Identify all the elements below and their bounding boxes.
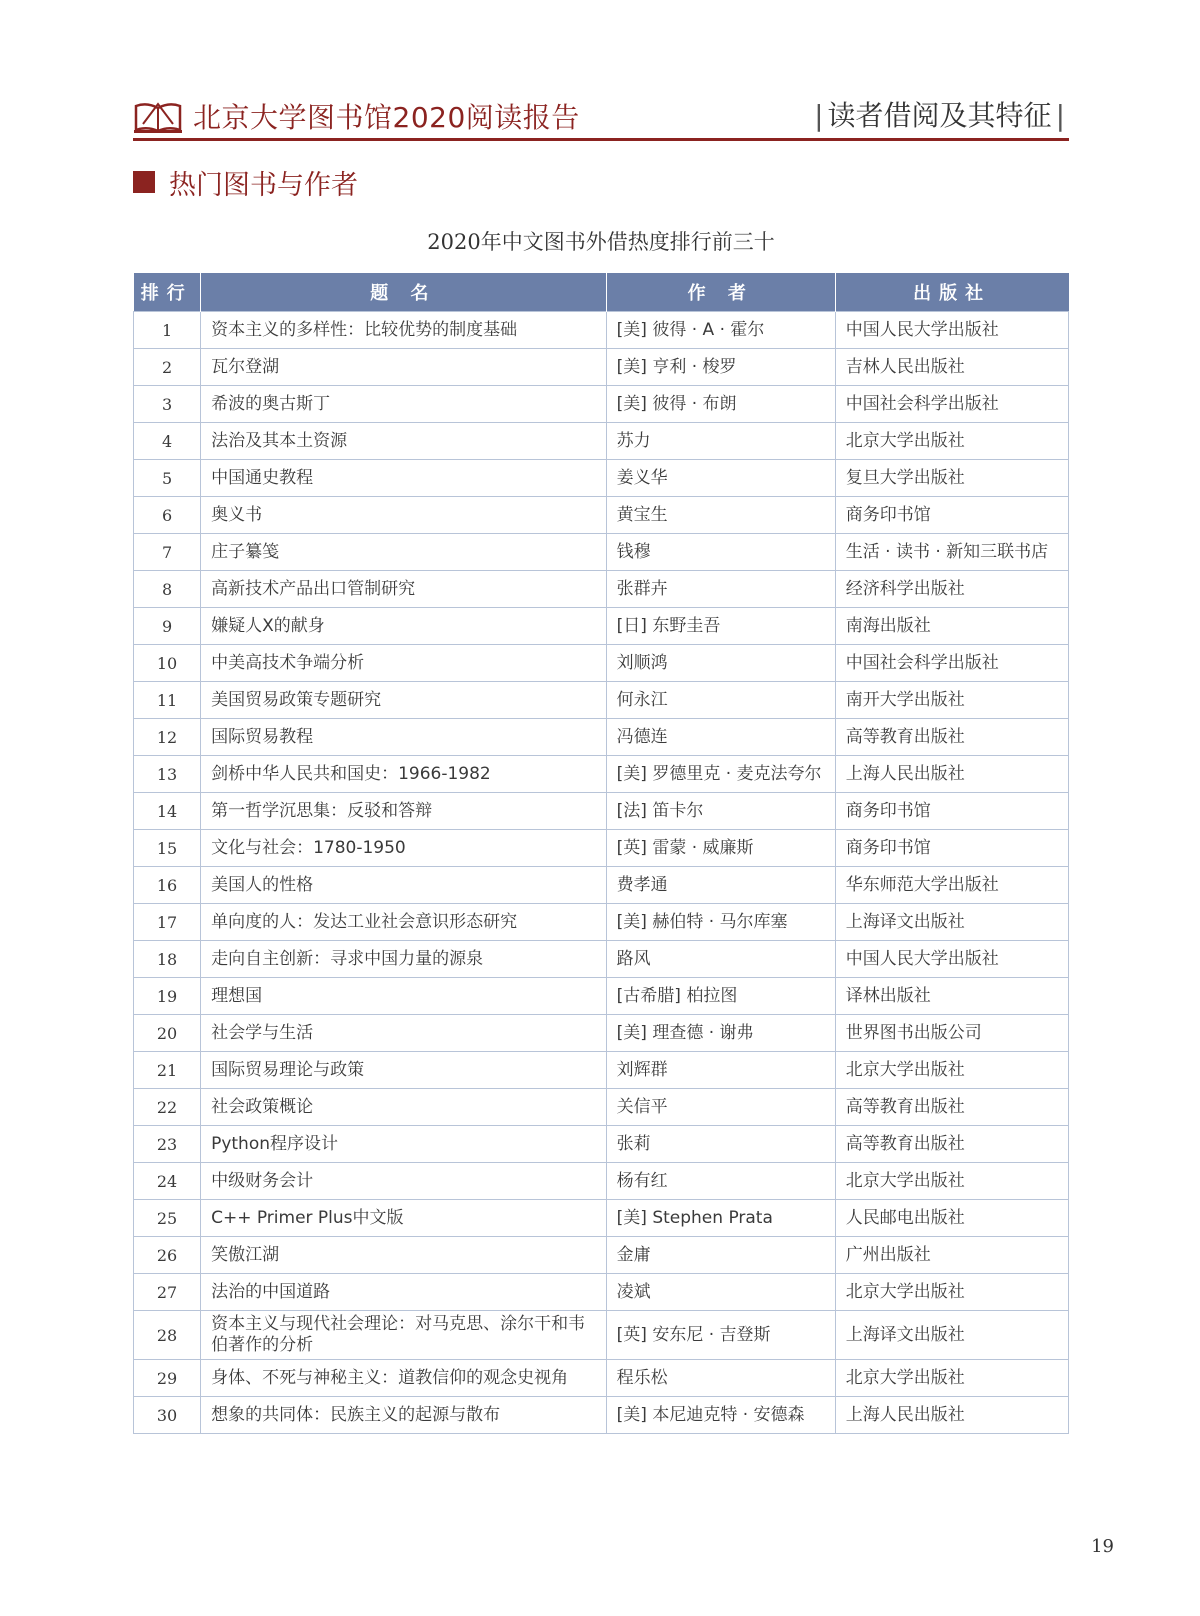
- title-cell: 瓦尔登湖: [201, 349, 607, 386]
- title-cell: C++ Primer Plus中文版: [201, 1200, 607, 1237]
- title-cell: 社会学与生活: [201, 1015, 607, 1052]
- rank-cell: 15: [134, 830, 201, 867]
- publisher-cell: 华东师范大学出版社: [835, 867, 1068, 904]
- publisher-cell: 生活 · 读书 · 新知三联书店: [835, 534, 1068, 571]
- rank-cell: 11: [134, 682, 201, 719]
- table-row: [134, 1163, 1069, 1200]
- rank-cell: 3: [134, 386, 201, 423]
- publisher-cell: 北京大学出版社: [835, 423, 1068, 460]
- title-cell: 资本主义与现代社会理论：对马克思、涂尔干和韦伯著作的分析: [201, 1311, 607, 1360]
- publisher-cell: 中国人民大学出版社: [835, 941, 1068, 978]
- author-cell: [古希腊] 柏拉图: [606, 978, 835, 1015]
- author-cell: 何永江: [606, 682, 835, 719]
- title-cell: 剑桥中华人民共和国史：1966-1982: [201, 756, 607, 793]
- table-row: [134, 1089, 1069, 1126]
- publisher-cell: 复旦大学出版社: [835, 460, 1068, 497]
- publisher-cell: 商务印书馆: [835, 793, 1068, 830]
- header-rule: [133, 138, 1069, 141]
- title-cell: 美国人的性格: [201, 867, 607, 904]
- table-row: [134, 867, 1069, 904]
- table-row: [134, 423, 1069, 460]
- author-cell: 苏力: [606, 423, 835, 460]
- rank-cell: 30: [134, 1397, 201, 1434]
- publisher-cell: 经济科学出版社: [835, 571, 1068, 608]
- title-cell: 高新技术产品出口管制研究: [201, 571, 607, 608]
- title-cell: 社会政策概论: [201, 1089, 607, 1126]
- rank-cell: 16: [134, 867, 201, 904]
- title-cell: 国际贸易理论与政策: [201, 1052, 607, 1089]
- title-cell: 嫌疑人X的献身: [201, 608, 607, 645]
- rank-cell: 24: [134, 1163, 201, 1200]
- title-cell: 奥义书: [201, 497, 607, 534]
- author-cell: 黄宝生: [606, 497, 835, 534]
- title-cell: 笑傲江湖: [201, 1237, 607, 1274]
- rank-cell: 9: [134, 608, 201, 645]
- title-cell: 资本主义的多样性：比较优势的制度基础: [201, 312, 607, 349]
- author-cell: 金庸: [606, 1237, 835, 1274]
- table-row: [134, 386, 1069, 423]
- author-cell: 杨有红: [606, 1163, 835, 1200]
- library-book-logo-icon: [133, 96, 183, 134]
- publisher-cell: 中国社会科学出版社: [835, 386, 1068, 423]
- title-cell: 希波的奥古斯丁: [201, 386, 607, 423]
- title-cell: 走向自主创新：寻求中国力量的源泉: [201, 941, 607, 978]
- title-cell: 身体、不死与神秘主义：道教信仰的观念史视角: [201, 1360, 607, 1397]
- publisher-cell: 译林出版社: [835, 978, 1068, 1015]
- author-cell: 姜义华: [606, 460, 835, 497]
- author-cell: [美] 彼得 · A · 霍尔: [606, 312, 835, 349]
- title-cell: 中美高技术争端分析: [201, 645, 607, 682]
- title-cell: 国际贸易教程: [201, 719, 607, 756]
- publisher-cell: 广州出版社: [835, 1237, 1068, 1274]
- title-cell: 中级财务会计: [201, 1163, 607, 1200]
- table-row: [134, 682, 1069, 719]
- table-row: [134, 904, 1069, 941]
- table-row: [134, 349, 1069, 386]
- table-row: [134, 534, 1069, 571]
- author-cell: 关信平: [606, 1089, 835, 1126]
- table-row: [134, 312, 1069, 349]
- title-cell: 单向度的人：发达工业社会意识形态研究: [201, 904, 607, 941]
- publisher-cell: 吉林人民出版社: [835, 349, 1068, 386]
- publisher-cell: 世界图书出版公司: [835, 1015, 1068, 1052]
- publisher-cell: 高等教育出版社: [835, 719, 1068, 756]
- author-cell: [美] 本尼迪克特 · 安德森: [606, 1397, 835, 1434]
- author-cell: [英] 雷蒙 · 威廉斯: [606, 830, 835, 867]
- table-row: [134, 460, 1069, 497]
- title-cell: 理想国: [201, 978, 607, 1015]
- rank-cell: 29: [134, 1360, 201, 1397]
- author-cell: [美] 罗德里克 · 麦克法夸尔: [606, 756, 835, 793]
- rank-cell: 23: [134, 1126, 201, 1163]
- rank-cell: 20: [134, 1015, 201, 1052]
- rank-cell: 2: [134, 349, 201, 386]
- column-header-author: 作 者: [606, 273, 835, 312]
- rank-cell: 12: [134, 719, 201, 756]
- table-body: [134, 312, 1069, 1434]
- table-row: [134, 497, 1069, 534]
- author-cell: [日] 东野圭吾: [606, 608, 835, 645]
- rank-cell: 5: [134, 460, 201, 497]
- publisher-cell: 上海人民出版社: [835, 1397, 1068, 1434]
- table-row: [134, 1237, 1069, 1274]
- rank-cell: 7: [134, 534, 201, 571]
- table-row: [134, 719, 1069, 756]
- publisher-cell: 商务印书馆: [835, 497, 1068, 534]
- ranking-table: [133, 273, 1069, 1434]
- author-cell: [美] 理查德 · 谢弗: [606, 1015, 835, 1052]
- rank-cell: 19: [134, 978, 201, 1015]
- title-cell: 法治的中国道路: [201, 1274, 607, 1311]
- author-cell: [美] 彼得 · 布朗: [606, 386, 835, 423]
- table-row: [134, 1311, 1069, 1360]
- table-row: [134, 1126, 1069, 1163]
- publisher-cell: 中国人民大学出版社: [835, 312, 1068, 349]
- title-cell: 中国通史教程: [201, 460, 607, 497]
- publisher-cell: 人民邮电出版社: [835, 1200, 1068, 1237]
- author-cell: [法] 笛卡尔: [606, 793, 835, 830]
- page-number: 19: [1091, 1536, 1114, 1557]
- rank-cell: 10: [134, 645, 201, 682]
- table-row: [134, 571, 1069, 608]
- table-row: [134, 941, 1069, 978]
- rank-cell: 21: [134, 1052, 201, 1089]
- table-row: [134, 1015, 1069, 1052]
- rank-cell: 18: [134, 941, 201, 978]
- table-row: [134, 1274, 1069, 1311]
- publisher-cell: 上海译文出版社: [835, 1311, 1068, 1360]
- table-row: [134, 756, 1069, 793]
- author-cell: 冯德连: [606, 719, 835, 756]
- publisher-cell: 高等教育出版社: [835, 1126, 1068, 1163]
- title-cell: 美国贸易政策专题研究: [201, 682, 607, 719]
- table-caption: 2020年中文图书外借热度排行前三十: [427, 230, 775, 254]
- publisher-cell: 北京大学出版社: [835, 1052, 1068, 1089]
- title-cell: 文化与社会：1780-1950: [201, 830, 607, 867]
- rank-cell: 6: [134, 497, 201, 534]
- title-cell: 第一哲学沉思集：反驳和答辩: [201, 793, 607, 830]
- section-heading: [133, 166, 358, 201]
- author-cell: [美] 亨利 · 梭罗: [606, 349, 835, 386]
- author-cell: 刘顺鸿: [606, 645, 835, 682]
- rank-cell: 27: [134, 1274, 201, 1311]
- table-header-row: [134, 273, 1069, 312]
- title-cell: 法治及其本土资源: [201, 423, 607, 460]
- publisher-cell: 商务印书馆: [835, 830, 1068, 867]
- title-cell: 想象的共同体：民族主义的起源与散布: [201, 1397, 607, 1434]
- title-cell: 庄子纂笺: [201, 534, 607, 571]
- rank-cell: 22: [134, 1089, 201, 1126]
- publisher-cell: 北京大学出版社: [835, 1274, 1068, 1311]
- author-cell: 路风: [606, 941, 835, 978]
- column-header-rank: 排行: [134, 273, 201, 312]
- author-cell: 程乐松: [606, 1360, 835, 1397]
- title-cell: Python程序设计: [201, 1126, 607, 1163]
- author-cell: 钱穆: [606, 534, 835, 571]
- table-row: [134, 1360, 1069, 1397]
- author-cell: 凌斌: [606, 1274, 835, 1311]
- table-row: [134, 1397, 1069, 1434]
- table-row: [134, 1052, 1069, 1089]
- table-row: [134, 645, 1069, 682]
- table-row: [134, 608, 1069, 645]
- chapter-title: | 读者借阅及其特征 |: [814, 99, 1065, 132]
- author-cell: 张群卉: [606, 571, 835, 608]
- column-header-title: 题 名: [201, 273, 607, 312]
- rank-cell: 17: [134, 904, 201, 941]
- rank-cell: 28: [134, 1311, 201, 1360]
- publisher-cell: 上海人民出版社: [835, 756, 1068, 793]
- table-row: [134, 1200, 1069, 1237]
- publisher-cell: 南海出版社: [835, 608, 1068, 645]
- author-cell: [美] 赫伯特 · 马尔库塞: [606, 904, 835, 941]
- rank-cell: 8: [134, 571, 201, 608]
- table-row: [134, 830, 1069, 867]
- rank-cell: 14: [134, 793, 201, 830]
- rank-cell: 25: [134, 1200, 201, 1237]
- publisher-cell: 上海译文出版社: [835, 904, 1068, 941]
- publisher-cell: 中国社会科学出版社: [835, 645, 1068, 682]
- author-cell: [英] 安东尼 · 吉登斯: [606, 1311, 835, 1360]
- rank-cell: 4: [134, 423, 201, 460]
- rank-cell: 1: [134, 312, 201, 349]
- author-cell: 张莉: [606, 1126, 835, 1163]
- rank-cell: 13: [134, 756, 201, 793]
- publisher-cell: 北京大学出版社: [835, 1360, 1068, 1397]
- chapter-title-text: 读者借阅及其特征: [827, 99, 1052, 132]
- publisher-cell: 南开大学出版社: [835, 682, 1068, 719]
- author-cell: 刘辉群: [606, 1052, 835, 1089]
- table-row: [134, 978, 1069, 1015]
- table-row: [134, 793, 1069, 830]
- rank-cell: 26: [134, 1237, 201, 1274]
- author-cell: 费孝通: [606, 867, 835, 904]
- section-square-icon: [133, 171, 155, 193]
- report-title: 北京大学图书馆2020阅读报告: [193, 101, 580, 134]
- section-title: 热门图书与作者: [169, 169, 358, 201]
- author-cell: [美] Stephen Prata: [606, 1200, 835, 1237]
- publisher-cell: 北京大学出版社: [835, 1163, 1068, 1200]
- column-header-publisher: 出版社: [835, 273, 1068, 312]
- page-header: [133, 92, 1069, 144]
- publisher-cell: 高等教育出版社: [835, 1089, 1068, 1126]
